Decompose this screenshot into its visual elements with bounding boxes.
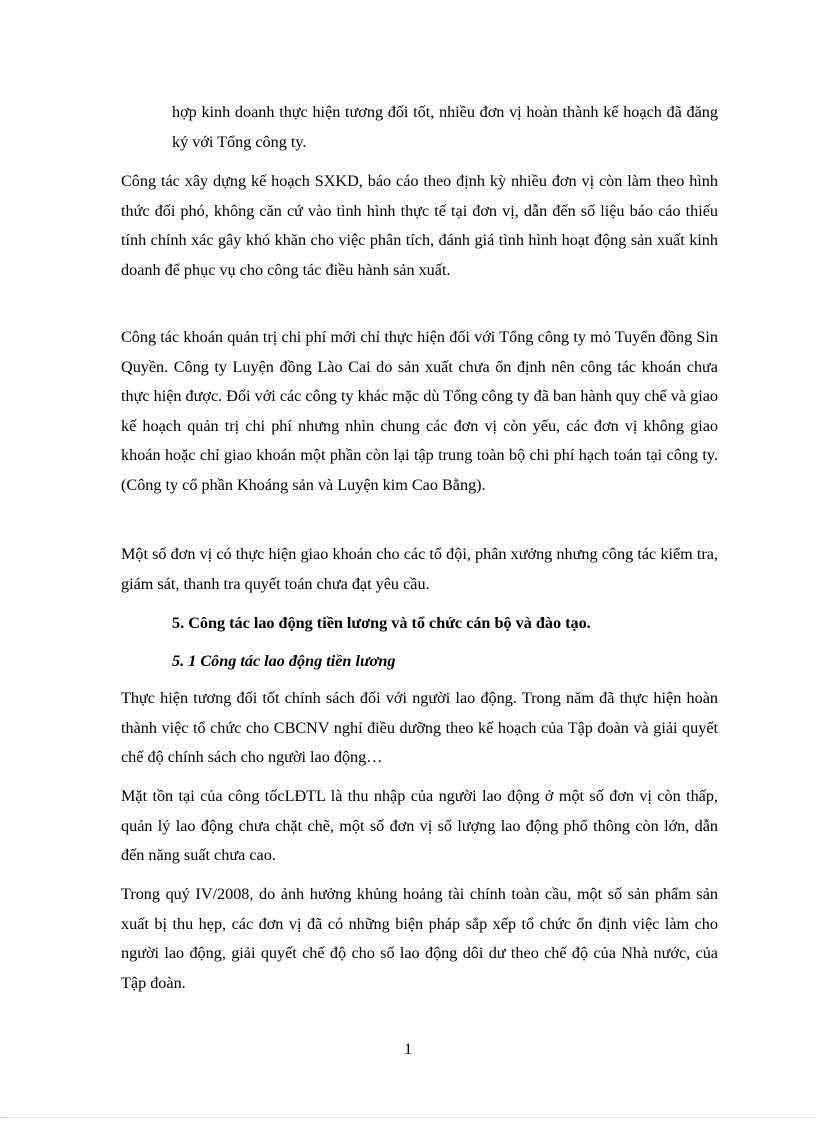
paragraph-6	[121, 782, 718, 871]
subsection-heading: 5. 1 Công tác lao động tiền lương	[172, 652, 396, 670]
paragraph-1	[172, 98, 718, 157]
section-heading: 5. Công tác lao động tiền lương và tổ chức cán bộ và đào tạo.	[172, 614, 591, 632]
paragraph-text: Mặt tồn tại của công tốcLĐTL là thu nhập của người lao động ở một số đơn vị còn thấp, quản lý lao động chưa chặt chẽ, một số đơn vị số lượng lao động phổ thông còn lớn, dẫn đến năng suất chưa cao.	[121, 787, 718, 865]
page-number: 1	[403, 1040, 413, 1058]
paragraph-2	[121, 167, 718, 285]
paragraph-4	[121, 540, 718, 599]
paragraph-3	[121, 323, 718, 501]
paragraph-text: hợp kinh doanh thực hiện tương đối tốt, nhiều đơn vị hoàn thành kế hoạch đã đăng ký với Tổng công ty.	[172, 103, 718, 151]
paragraph-text: Trong quý IV/2008, do ảnh hưởng khủng hoảng tài chính toàn cầu, một số sản phẩm sản xuất bị thu hẹp, các đơn vị đã có những biện pháp sắp xếp tổ chức ổn định việc làm cho người lao động, giải quyết chế độ cho số lao động dôi dư theo chế độ của Nhà nước, của Tập đoàn.	[121, 885, 718, 992]
paragraph-7	[121, 880, 718, 998]
paragraph-text: Một số đơn vị có thực hiện giao khoán cho các tổ đội, phân xưởng nhưng công tác kiểm tra, giám sát, thanh tra quyết toán chưa đạt yêu cầu.	[121, 545, 718, 593]
page-bottom-divider	[0, 1117, 816, 1118]
paragraph-text: Thực hiện tương đối tốt chính sách đối với người lao động. Trong năm đã thực hiện hoàn thành việc tổ chức cho CBCNV nghỉ điều dưỡng theo kế hoạch của Tập đoàn và giải quyết chế độ chính sách cho người lao động…	[121, 689, 718, 767]
paragraph-text: Công tác khoán quản trị chi phí mới chỉ thực hiện đối với Tổng công ty mỏ Tuyển đồng Sin Quyền. Công ty Luyện đồng Lào Cai do sản xuất chưa ổn định nên công tác khoán chưa thực hiện được. Đối với các công ty khác mặc dù Tổng công ty đã ban hành quy chế và giao kế hoạch quản trị chi phí nhưng nhìn chung các đơn vị còn yếu, các đơn vị không giao khoán hoặc chỉ giao khoán một phần còn lại tập trung toàn bộ chi phí hạch toán tại công ty. (Công ty cổ phần Khoáng sản và Luyện kim Cao Bằng).	[121, 328, 718, 494]
paragraph-text: Công tác xây dựng kế hoạch SXKD, báo cáo theo định kỳ nhiều đơn vị còn làm theo hình thức đối phó, không căn cứ vào tình hình thực tế tại đơn vị, dẫn đến số liệu báo cáo thiếu tính chính xác gây khó khăn cho việc phân tích, đánh giá tình hình hoạt động sản xuất kinh doanh để phục vụ cho công tác điều hành sản xuất.	[121, 172, 718, 279]
paragraph-5	[121, 684, 718, 773]
